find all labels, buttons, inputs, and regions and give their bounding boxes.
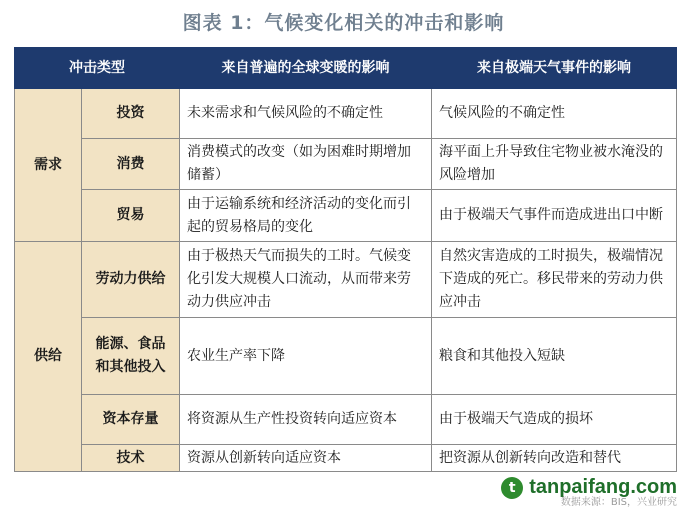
header-shock-type: 冲击类型 [15, 48, 180, 89]
extreme-weather-cell: 由于极端天气事件而造成进出口中断 [432, 190, 677, 242]
global-warming-cell: 由于运输系统和经济活动的变化而引起的贸易格局的变化 [180, 190, 432, 242]
global-warming-cell: 资源从创新转向适应资本 [180, 445, 432, 472]
global-warming-cell: 将资源从生产性投资转向适应资本 [180, 395, 432, 445]
table-row [15, 395, 677, 445]
extreme-weather-cell: 海平面上升导致住宅物业被水淹没的风险增加 [432, 139, 677, 190]
extreme-weather-cell: 气候风险的不确定性 [432, 89, 677, 139]
extreme-weather-cell: 自然灾害造成的工时损失，极端情况下造成的死亡。移民带来的劳动力供应冲击 [432, 242, 677, 318]
table-row [15, 318, 677, 395]
row-label: 贸易 [82, 190, 180, 242]
extreme-weather-cell: 把资源从创新转向改造和替代 [432, 445, 677, 472]
row-label: 投资 [82, 89, 180, 139]
global-warming-cell: 农业生产率下降 [180, 318, 432, 395]
global-warming-cell: 由于极热天气而损失的工时。气候变化引发大规模人口流动，从而带来劳动力供应冲击 [180, 242, 432, 318]
watermark-site: tanpaifang.com [529, 476, 677, 498]
row-label: 劳动力供给 [82, 242, 180, 318]
table-row [15, 89, 677, 139]
tanpaifang-logo-icon: t [501, 477, 523, 499]
table-row [15, 139, 677, 190]
table-row [15, 242, 677, 318]
group-supply: 供给 [15, 242, 82, 472]
group-demand: 需求 [15, 89, 82, 242]
extreme-weather-cell: 粮食和其他投入短缺 [432, 318, 677, 395]
row-label: 能源、食品和其他投入 [82, 318, 180, 395]
table-row [15, 190, 677, 242]
source-note: 数据来源：BIS，兴业研究 [560, 497, 677, 508]
header-extreme-weather: 来自极端天气事件的影响 [432, 48, 677, 89]
extreme-weather-cell: 由于极端天气造成的损坏 [432, 395, 677, 445]
row-label: 资本存量 [82, 395, 180, 445]
row-label: 消费 [82, 139, 180, 190]
global-warming-cell: 消费模式的改变（如为困难时期增加储蓄） [180, 139, 432, 190]
figure-title: 图表 1：气候变化相关的冲击和影响 [182, 12, 505, 34]
table-row [15, 445, 677, 472]
header-row [15, 48, 677, 89]
impact-table [14, 47, 677, 472]
header-global-warming: 来自普遍的全球变暖的影响 [180, 48, 432, 89]
global-warming-cell: 未来需求和气候风险的不确定性 [180, 89, 432, 139]
row-label: 技术 [82, 445, 180, 472]
